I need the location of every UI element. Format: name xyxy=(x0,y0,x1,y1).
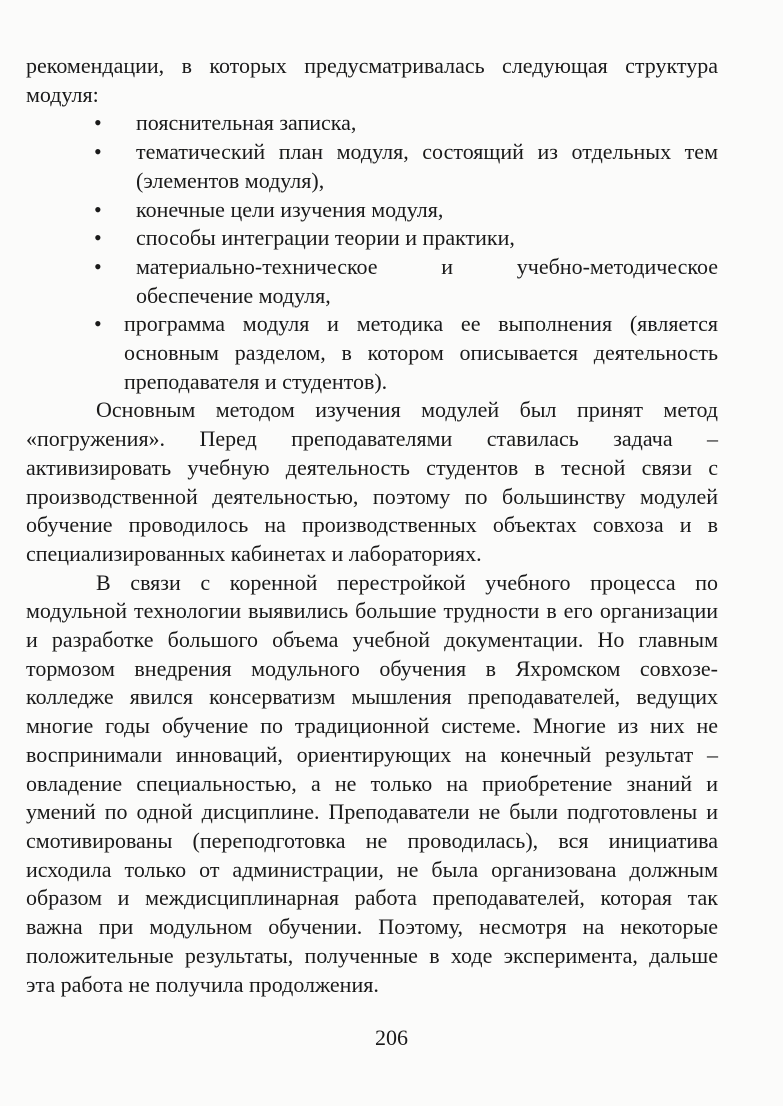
list-item-text: тематический план модуля, состоящий из отдельных тем (элементов модуля), xyxy=(136,139,718,193)
bullet-icon: • xyxy=(94,139,102,165)
body-text xyxy=(26,52,718,999)
intro-text: рекомендации, в которых предусматривалась следующая структура модуля: xyxy=(26,53,718,107)
bullet-icon: • xyxy=(94,196,102,222)
module-structure-list xyxy=(26,109,718,396)
list-item-text: способы интеграции теории и практики, xyxy=(136,225,515,251)
list-item xyxy=(26,109,718,138)
list-item-text: пояснительная записка, xyxy=(136,110,357,136)
list-item-text: конечные цели изучения модуля, xyxy=(136,196,444,222)
list-item-text: программа модуля и методика ее выполнения (является основным разделом, в котором описывается деятельность преподавателя и студентов). xyxy=(124,311,718,394)
bullet-icon: • xyxy=(94,253,102,279)
paragraph: Основным методом изучения модулей был принят метод «погружения». Перед преподавателями ставилась задача – активизировать учебную деятельность студентов в тесной связи с производственной деятельностью, поэтому по большинству модулей обучение проводилось на производственных объектах совхоза и в специализированных кабинетах и лабораториях. xyxy=(26,397,718,566)
paragraph: В связи с коренной перестройкой учебного процесса по модульной технологии выявились большие трудности в его организации и разработке большого объема учебной документации. Но главным тормозом внедрения модульного обучения в Яхромском совхозе-колледже явился консерватизм мышления преподавателей, ведущих многие годы обучение по традиционной системе. Многие из них не воспринимали инноваций, ориентирующих на конечный результат – овладение специальностью, а не только на приобретение знаний и умений по одной дисциплине. Преподаватели не были подготовлены и смотивированы (переподготовка не проводилась), вся инициатива исходила только от администрации, не была организована должным образом и междисциплинарная работа преподавателей, которая так важна при модульном обучении. Поэтому, несмотря на некоторые положительные результаты, полученные в ходе эксперимента, дальше эта работа не получила продолжения. xyxy=(26,569,718,997)
bullet-icon: • xyxy=(94,311,102,337)
bullet-icon: • xyxy=(94,110,102,136)
list-item xyxy=(26,310,718,396)
list-item xyxy=(26,196,718,225)
bullet-icon: • xyxy=(94,225,102,251)
list-item xyxy=(26,138,718,195)
list-item xyxy=(26,253,718,310)
list-item-text: материально-техническое и учебно-методическое обеспечение модуля, xyxy=(136,253,718,308)
list-item xyxy=(26,224,718,253)
page-number: 206 xyxy=(375,1025,408,1050)
